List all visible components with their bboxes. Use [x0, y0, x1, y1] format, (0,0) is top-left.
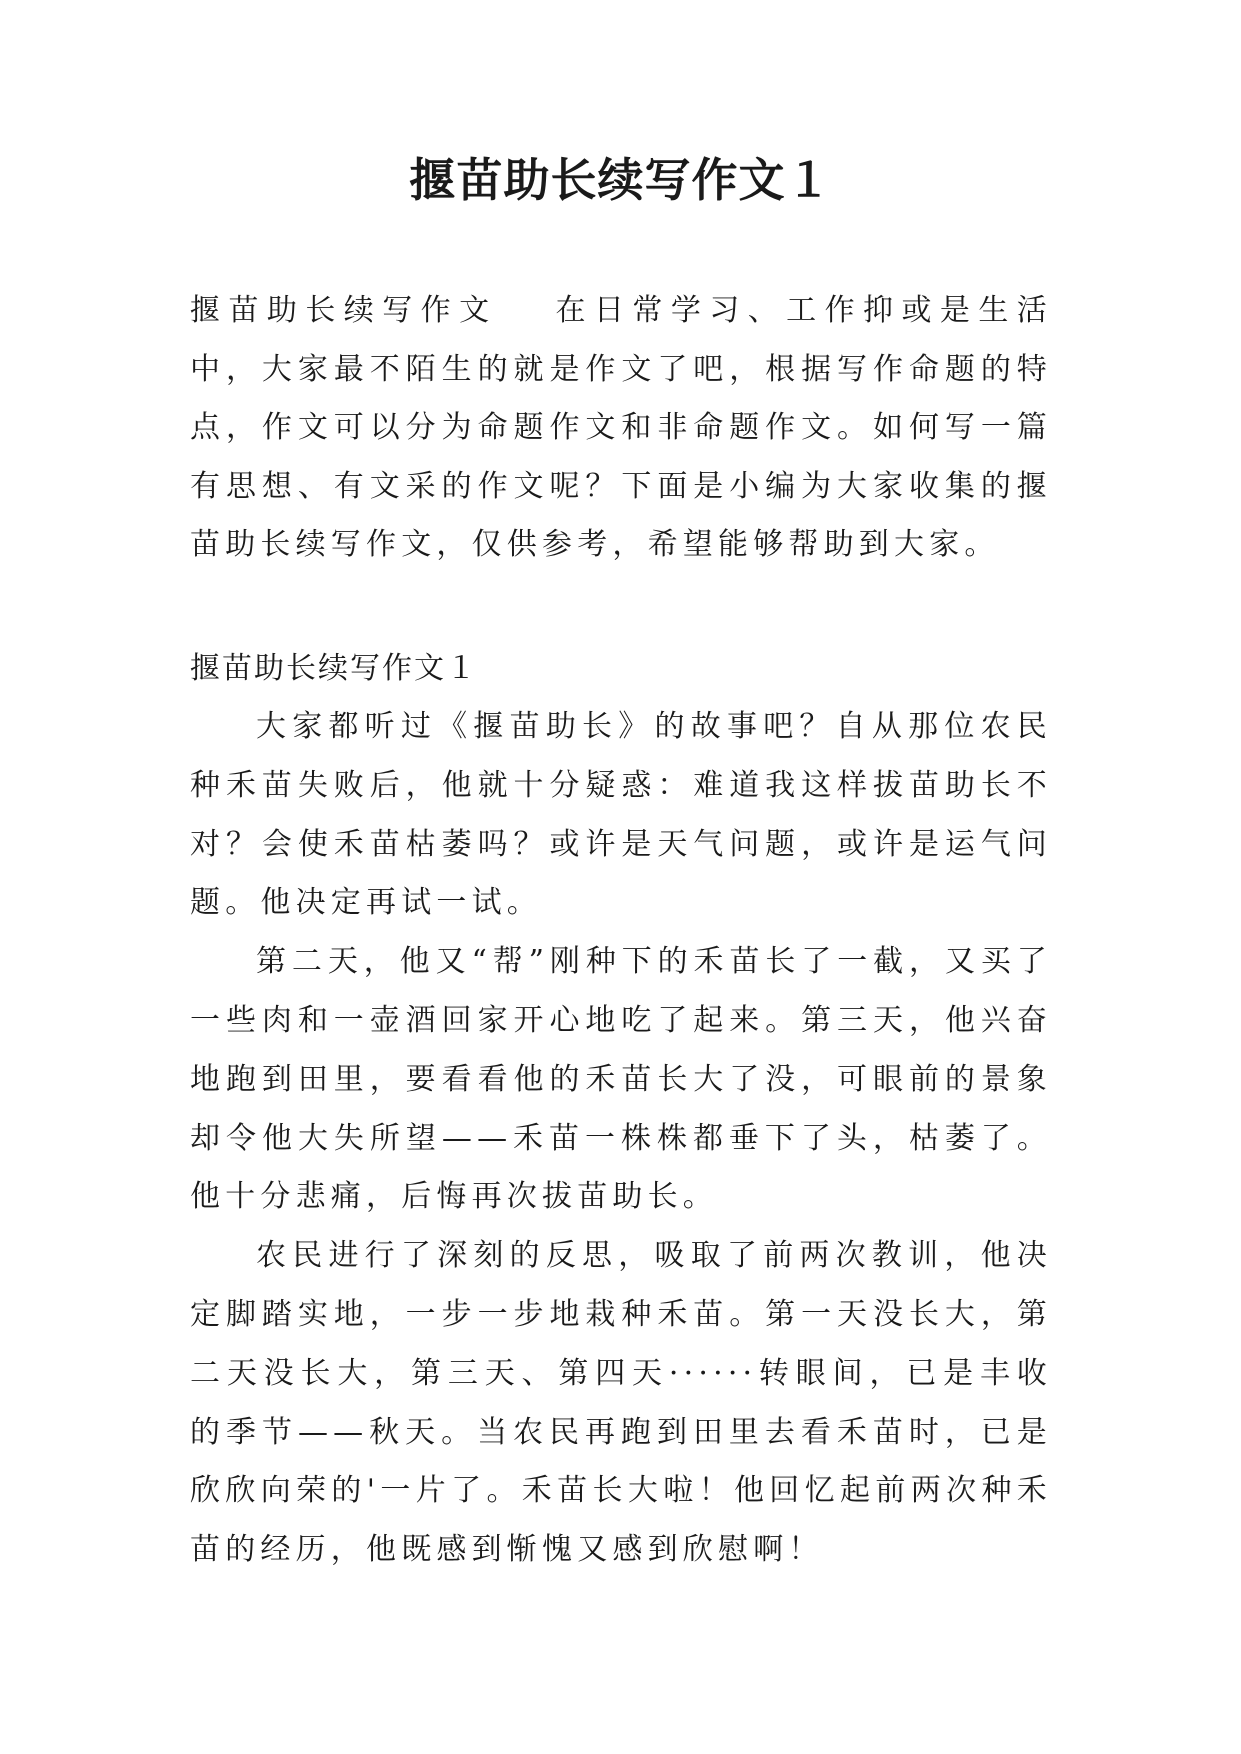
essay-paragraph-2: 第二天，他又“帮”刚种下的禾苗长了一截，又买了一些肉和一壶酒回家开心地吃了起来。第三天，他兴奋地跑到田里，要看看他的禾苗长大了没，可眼前的景象却令他大失所望——禾苗一株株都垂下了头，枯萎了。他十分悲痛，后悔再次拔苗助长。: [190, 944, 1052, 1215]
essay-paragraph-1: 大家都听过《揠苗助长》的故事吧？自从那位农民种禾苗失败后，他就十分疑惑：难道我这样拔苗助长不对？会使禾苗枯萎吗？或许是天气问题，或许是运气问题。他决定再试一试。: [190, 709, 1052, 921]
section-heading: 揠苗助长续写作文１: [190, 651, 478, 686]
intro-title: 揠苗助长续写作文: [190, 293, 498, 328]
essay-body: [190, 698, 1052, 1580]
intro-text: 在日常学习、工作抑或是生活中，大家最不陌生的就是作文了吧，根据写作命题的特点，作文可以分为命题作文和非命题作文。如何写一篇有思想、有文采的作文呢？下面是小编为大家收集的揠苗助长续写作文，仅供参考，希望能够帮助到大家。: [190, 293, 1052, 562]
intro-paragraph: [190, 282, 1052, 575]
essay-paragraph-3: 农民进行了深刻的反思，吸取了前两次教训，他决定脚踏实地，一步一步地栽种禾苗。第一天没长大，第二天没长大，第三天、第四天······转眼间，已是丰收的季节——秋天。当农民再跑到田里去看禾苗时，已是欣欣向荣的'一片了。禾苗长大啦！他回忆起前两次种禾苗的经历，他既感到惭愧又感到欣慰啊！: [190, 1238, 1052, 1568]
document-title: 揠苗助长续写作文１: [409, 153, 833, 207]
